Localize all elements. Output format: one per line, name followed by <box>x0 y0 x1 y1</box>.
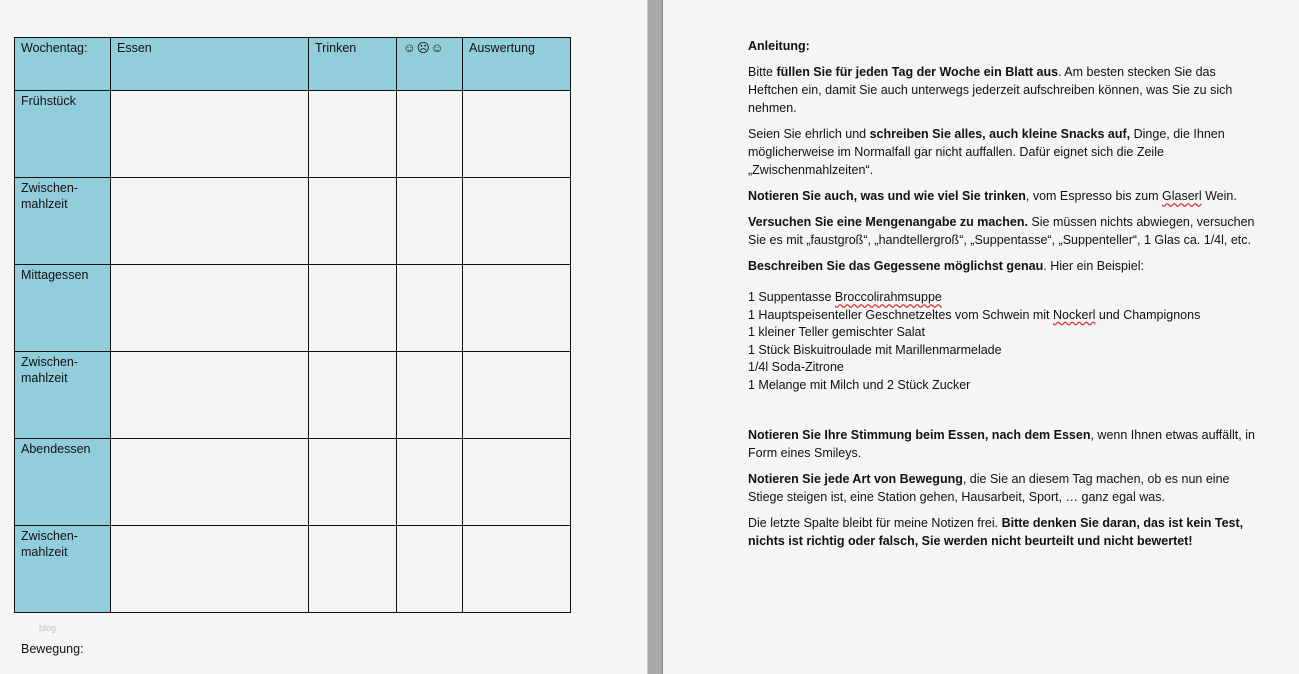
right-page <box>663 0 1299 674</box>
mood-cell[interactable] <box>397 439 463 526</box>
example-line: 1 Stück Biskuitroulade mit Marillenmarmelade <box>748 342 1002 357</box>
instruction-paragraph <box>748 257 1266 275</box>
food-diary-table <box>14 37 571 613</box>
bold-text: füllen Sie für jeden Tag der Woche ein Blatt aus <box>776 65 1059 79</box>
instruction-paragraph <box>748 514 1266 550</box>
text: Die letzte Spalte bleibt für meine Notizen frei. <box>748 516 1002 530</box>
instructions-title: Anleitung: <box>748 39 810 53</box>
table-row <box>15 439 571 526</box>
essen-cell[interactable] <box>111 91 309 178</box>
auswertung-cell[interactable] <box>463 91 571 178</box>
header-smiley-icons: ☺☹☺ <box>397 38 463 91</box>
auswertung-cell[interactable] <box>463 526 571 613</box>
spellcheck-word: Broccolirahmsuppe <box>834 290 942 304</box>
table-header-row <box>15 38 571 91</box>
text: Seien Sie ehrlich und <box>748 127 870 141</box>
example-line: 1/4l Soda-Zitrone <box>748 360 844 374</box>
spellcheck-word: Glaserl <box>1162 189 1202 203</box>
table-row <box>15 178 571 265</box>
instructions <box>748 37 1266 558</box>
example-line <box>748 307 1266 325</box>
mood-cell[interactable] <box>397 91 463 178</box>
essen-cell[interactable] <box>111 352 309 439</box>
header-wochentag: Wochentag: <box>15 38 111 91</box>
essen-cell[interactable] <box>111 526 309 613</box>
text: und Champignons <box>1095 307 1201 322</box>
essen-cell[interactable] <box>111 439 309 526</box>
instruction-paragraph <box>748 426 1266 462</box>
text: 1 Hauptspeisenteller Geschnetzeltes vom Schwein mit <box>748 307 1054 322</box>
table-row <box>15 265 571 352</box>
left-page <box>0 0 647 674</box>
table-row <box>15 352 571 439</box>
trinken-cell[interactable] <box>309 91 397 178</box>
instruction-paragraph <box>748 470 1266 506</box>
mood-cell[interactable] <box>397 265 463 352</box>
bold-text: Notieren Sie Ihre Stimmung beim Essen, nach dem Essen <box>748 428 1091 442</box>
bold-text: Bitte denken Sie daran, das ist kein Test, nichts ist richtig oder falsch, Sie werden nicht beurteilt und nicht bewertet! <box>748 516 1244 548</box>
trinken-cell[interactable] <box>309 526 397 613</box>
row-label: Abendessen <box>15 439 111 526</box>
essen-cell[interactable] <box>111 265 309 352</box>
text: Dinge, die Ihnen möglicherweise im Normalfall gar nicht auffallen. Dafür eignet sich die Zeile „Zwischenmahlzeiten“. <box>748 127 1225 177</box>
example-line <box>748 289 1266 307</box>
auswertung-cell[interactable] <box>463 439 571 526</box>
mood-cell[interactable] <box>397 526 463 613</box>
auswertung-cell[interactable] <box>463 178 571 265</box>
bewegung-label[interactable]: Bewegung: <box>21 642 84 656</box>
auswertung-cell[interactable] <box>463 352 571 439</box>
table-row <box>15 91 571 178</box>
text: 1 Suppentasse <box>748 290 835 304</box>
page-divider <box>647 0 663 674</box>
instruction-paragraph <box>748 125 1266 179</box>
trinken-cell[interactable] <box>309 265 397 352</box>
trinken-cell[interactable] <box>309 178 397 265</box>
spellcheck-word: Nockerl <box>1053 307 1096 322</box>
row-label: Zwischen- mahlzeit <box>15 178 111 265</box>
text: , vom Espresso bis zum <box>1025 189 1163 203</box>
header-trinken: Trinken <box>309 38 397 91</box>
table-row <box>15 526 571 613</box>
text: , die Sie an diesem Tag machen, ob es nun eine Stiege steigen ist, eine Station gehen, Hausarbeit, Sport, … ganz egal was. <box>748 472 1230 504</box>
header-auswertung: Auswertung <box>463 38 571 91</box>
row-label: Zwischen- mahlzeit <box>15 352 111 439</box>
essen-cell[interactable] <box>111 178 309 265</box>
mood-cell[interactable] <box>397 178 463 265</box>
row-label: Frühstück <box>15 91 111 178</box>
bold-text: Beschreiben Sie das Gegessene möglichst genau <box>748 259 1044 273</box>
bold-text: Notieren Sie auch, was und wie viel Sie trinken <box>748 189 1026 203</box>
instruction-paragraph <box>748 63 1266 117</box>
bold-text: Notieren Sie jede Art von Bewegung <box>748 472 963 486</box>
example-list <box>748 289 1266 394</box>
text: Sie müssen nichts abwiegen, versuchen Sie es mit „faustgroß“, „handtellergroß“, „Suppentasse“, „Suppenteller“, 1 Glas ca. 1/4l, etc. <box>748 215 1255 247</box>
auswertung-cell[interactable] <box>463 265 571 352</box>
watermark: blog <box>39 623 57 633</box>
bold-text: Versuchen Sie eine Mengenangabe zu machen. <box>748 215 1028 229</box>
text: . Am besten stecken Sie das Heftchen ein, damit Sie auch unterwegs jederzeit aufschreiben können, was Sie zu sich nehmen. <box>748 65 1233 115</box>
text: Wein. <box>1201 189 1237 203</box>
text: , wenn Ihnen etwas auffällt, in Form eines Smileys. <box>748 428 1255 460</box>
example-line: 1 Melange mit Milch und 2 Stück Zucker <box>748 377 971 392</box>
example-line: 1 kleiner Teller gemischter Salat <box>748 325 925 339</box>
header-essen: Essen <box>111 38 309 91</box>
mood-cell[interactable] <box>397 352 463 439</box>
trinken-cell[interactable] <box>309 352 397 439</box>
text: Bitte <box>748 65 777 79</box>
text: . Hier ein Beispiel: <box>1043 259 1144 273</box>
row-label: Zwischen- mahlzeit <box>15 526 111 613</box>
instruction-paragraph <box>748 213 1266 249</box>
bold-text: schreiben Sie alles, auch kleine Snacks auf, <box>869 127 1131 141</box>
row-label: Mittagessen <box>15 265 111 352</box>
trinken-cell[interactable] <box>309 439 397 526</box>
instruction-paragraph <box>748 187 1266 205</box>
